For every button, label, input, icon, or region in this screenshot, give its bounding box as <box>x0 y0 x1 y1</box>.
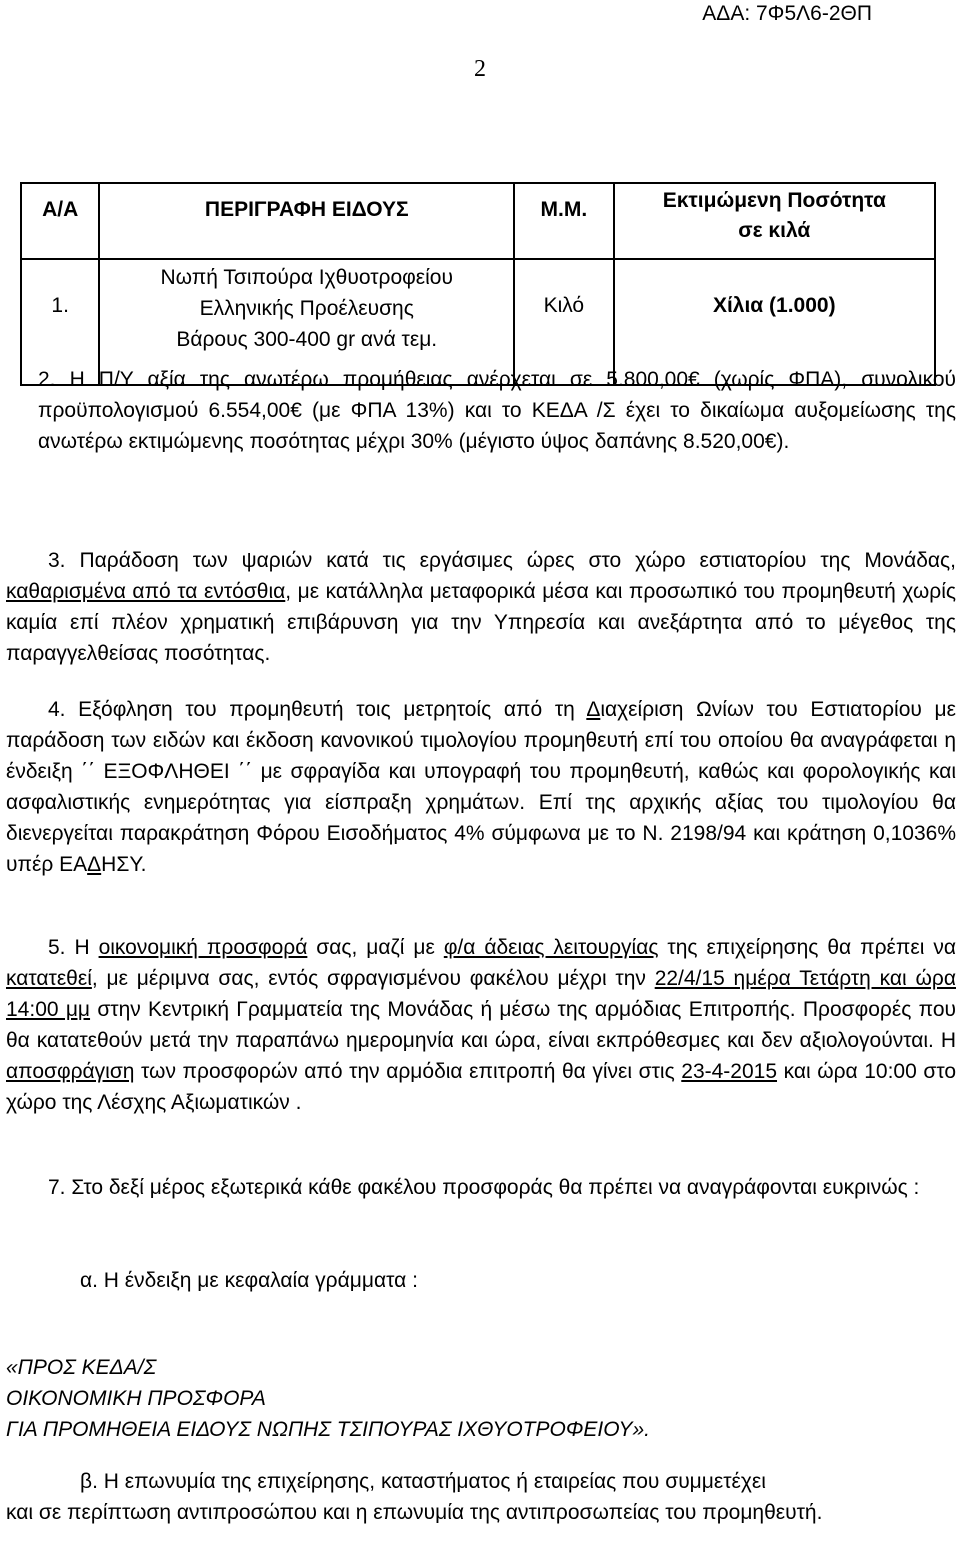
spec-table <box>20 182 936 386</box>
header-estimated <box>614 183 935 259</box>
section-3-text-b: , με κατάλληλα μεταφορικά μέσα και προσωπικό του προμηθευτή χωρίς καμία επί πλέον χρηματική επιβάρυνση για την Υπηρεσία και ανεξάρτητα από το μέγεθος της παραγγελθείσας ποσότητας. <box>6 580 956 665</box>
section-5-underlined-4: 22/4/15 ημέρα Τετάρτη και ώρα 14:00 μμ <box>6 967 956 1021</box>
section-5-paragraph <box>6 932 956 1118</box>
section-4-underlined-2: Δ <box>87 853 102 876</box>
header-description: ΠΕΡΙΓΡΑΦΗ ΕΙΔΟΥΣ <box>99 183 514 259</box>
quote-line-1: «ΠΡΟΣ ΚΕΔΑ/Σ <box>6 1356 157 1379</box>
section-4-paragraph <box>6 694 956 880</box>
section-5-text-e: στην Κεντρική Γραμματεία της Μονάδας ή μέσω της αρμόδιας Επιτροπής. Προσφορές που θα κατατεθούν μετά την παραπάνω ημερομηνία και ώρα, είναι εκπρόθεσμες και δεν αξιολογούνται. Η <box>6 998 957 1052</box>
section-5-text-g: και ώρα 10:00 στο χώρο της Λέσχης Αξιωματικών . <box>6 1060 956 1114</box>
section-4-text-b: ιαχείριση Ωνίων του Εστιατορίου με παράδοση των ειδών και έκδοση κανονικού τιμολογίου προμηθευτή επί του οποίου θα αναγράφεται η ένδειξη ΄΄ ΕΞΟΦΛΗΘΕΙ ΄΄ με σφραγίδα και υπογραφή του προμηθευτή, καθώς και φορολογικής και ασφαλιστικής ενημερότητας για είσπραξη χρημάτων. Επί της αρχικής αξίας του τιμολογίου θα διενεργείται παρακράτηση Φόρου Εισοδήματος 4% σύμφωνα με το Ν. 2198/94 και κράτηση 0,1036% υπέρ ΕΑ <box>6 698 956 876</box>
table-header-row <box>21 183 935 259</box>
section-3-text <box>6 545 956 669</box>
section-a-paragraph <box>80 1265 950 1296</box>
quote-line-2: ΟΙΚΟΝΟΜΙΚΗ ΠΡΟΣΦΟΡΑ <box>6 1387 266 1410</box>
quote-line-3: ΓΙΑ ΠΡΟΜΗΘΕΙΑ ΕΙΔΟΥΣ ΝΩΠΗΣ ΤΣΙΠΟΥΡΑΣ ΙΧΘΥΟΤΡΟΦΕΙΟΥ». <box>6 1418 650 1441</box>
section-3-paragraph <box>6 545 956 669</box>
section-a-text: α. Η ένδειξη με κεφαλαία γράμματα : <box>80 1269 418 1292</box>
section-5-text <box>6 932 956 1118</box>
section-5-underlined-2: φ/α άδειας λειτουργίας <box>443 936 659 959</box>
section-5-text-d: , με μέριμνα σας, εντός σφραγισμένου φακέλου μέχρι την <box>91 967 655 990</box>
section-5-underlined-5: αποσφράγιση <box>6 1060 135 1083</box>
header-unit: Μ.Μ. <box>514 183 613 259</box>
header-estimated-line1: Εκτιμώμενη Ποσότητα <box>662 189 886 212</box>
row-number: 1. <box>21 259 99 385</box>
row-quantity: Χίλια (1.000) <box>614 259 935 385</box>
section-3-underlined: καθαρισμένα από τα εντόσθια <box>6 580 286 603</box>
section-b-line-1: β. Η επωνυμία της επιχείρησης, καταστήματος ή εταιρείας που συμμετέχει <box>80 1470 766 1493</box>
section-5-underlined-3: κατατεθεί <box>6 967 92 990</box>
section-7-text: 7. Στο δεξί μέρος εξωτερικά κάθε φακέλου προσφοράς θα πρέπει να αναγράφονται ευκρινώς : <box>48 1176 920 1199</box>
ada-code: ΑΔΑ: 7Φ5Λ6-2ΘΠ <box>702 2 872 25</box>
header-estimated-line2: σε κιλά <box>738 219 811 242</box>
section-5-text-a: 5. Η <box>48 936 99 959</box>
row-description-line: Ελληνικής Προέλευσης <box>199 297 414 320</box>
section-5-text-b: σας, μαζί με <box>307 936 444 959</box>
section-3-text-a: 3. Παράδοση των ψαριών κατά τις εργάσιμες ώρες στο χώρο εστιατορίου της Μονάδας, <box>48 549 956 572</box>
section-2-paragraph <box>38 364 956 457</box>
section-b-text-rest: και σε περίπτωση αντιπροσώπου και η επωνυμία της αντιπροσωπείας του προμηθευτή. <box>6 1501 823 1524</box>
section-4-text-c: ΗΣΥ. <box>101 853 147 876</box>
section-b-paragraph <box>6 1466 956 1528</box>
page-number: 2 <box>474 56 486 82</box>
section-2-text: 2. Η Π/Υ αξία της ανωτέρω προμήθειας ανέρχεται σε 5.800,00€ (χωρίς ΦΠΑ), συνολικού προϋπολογισμού 6.554,00€ (με ΦΠΑ 13%) και το ΚΕΔΑ /Σ έχει το δικαίωμα αυξομείωσης της ανωτέρω εκτιμώμενης ποσότητας μέχρι 30% (μέγιστο ύψος δαπάνης 8.520,00€). <box>38 368 956 453</box>
quote-block <box>6 1352 956 1445</box>
section-7-paragraph <box>6 1172 956 1203</box>
row-description-line: Νωπή Τσιπούρα Ιχθυοτροφείου <box>160 266 453 289</box>
section-4-text <box>6 694 956 880</box>
section-5-text-f: των προσφορών από την αρμόδια επιτροπή θα γίνει στις <box>134 1060 682 1083</box>
section-5-underlined-6: 23-4-2015 <box>681 1060 778 1083</box>
section-4-underlined-1: Δ <box>586 698 601 721</box>
header-aa: Α/Α <box>21 183 99 259</box>
row-unit: Κιλό <box>514 259 613 385</box>
section-5-underlined-1: οικονομική προσφορά <box>98 936 308 959</box>
section-5-text-c: της επιχείρησης θα πρέπει να <box>658 936 956 959</box>
row-description-line: Βάρους 300-400 gr ανά τεμ. <box>176 328 438 351</box>
section-4-text-a: 4. Εξόφληση του προμηθευτή τοις μετρητοίς από τη <box>48 698 587 721</box>
